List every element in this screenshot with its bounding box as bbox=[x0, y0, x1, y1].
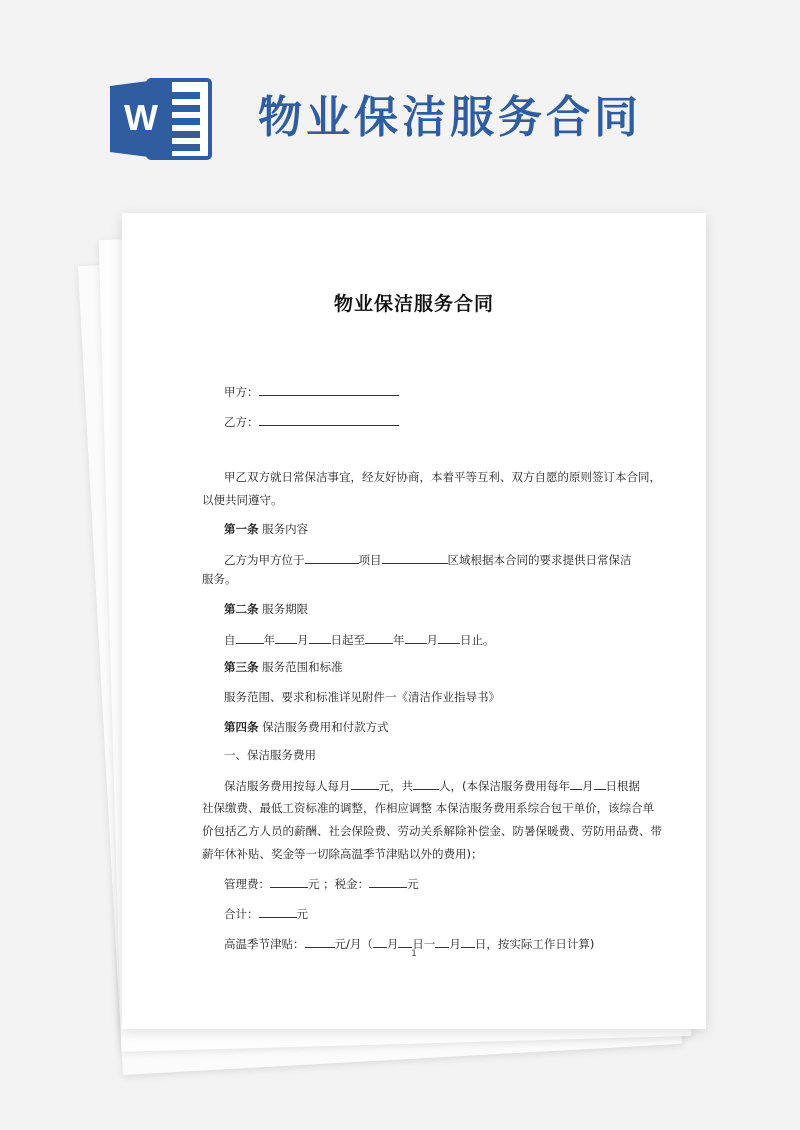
management-fee-label: 管理费： bbox=[224, 877, 270, 891]
article-3-body: 服务范围、要求和标准详见附件一《清洁作业指导书》 bbox=[224, 690, 500, 704]
project-blank[interactable] bbox=[382, 551, 448, 564]
article-3-number: 第三条 bbox=[224, 660, 259, 674]
article-2-heading bbox=[224, 601, 308, 617]
article-1-line-2: 服务。 bbox=[202, 572, 237, 586]
article-1-number: 第一条 bbox=[224, 522, 259, 536]
period-year-2: 年 bbox=[393, 633, 405, 647]
party-a-line bbox=[224, 383, 399, 400]
period-from: 自 bbox=[224, 633, 236, 647]
article-4-heading bbox=[224, 719, 389, 735]
period-month-2: 月 bbox=[426, 633, 438, 647]
adjust-day-blank[interactable] bbox=[594, 777, 606, 790]
fee-text-d: 月 bbox=[582, 779, 594, 793]
party-a-blank[interactable] bbox=[259, 383, 399, 396]
fee-text-c: 人，(本保洁服务费用每年 bbox=[439, 779, 570, 793]
heat-allowance-blank[interactable] bbox=[305, 935, 335, 948]
header-title: 物业保洁服务合同 bbox=[258, 92, 642, 143]
end-year-blank[interactable] bbox=[365, 631, 393, 644]
heat-month-1: 月 bbox=[386, 937, 399, 951]
party-b-blank[interactable] bbox=[259, 413, 399, 426]
intro-line-1: 甲乙双方就日常保洁事宜，经友好协商，本着平等互利、双方自愿的原则签订本合同， bbox=[224, 470, 661, 484]
management-fee-line bbox=[224, 875, 419, 892]
party-b-line bbox=[224, 413, 399, 430]
fee-line-2: 社保缴费、最低工资标准的调整，作相应调整 本保洁服务费用系综合包干单价，该综合单 bbox=[202, 801, 655, 815]
heat-end-month-blank[interactable] bbox=[435, 935, 449, 948]
start-day-blank[interactable] bbox=[309, 631, 331, 644]
end-month-blank[interactable] bbox=[405, 631, 427, 644]
fee-line-1 bbox=[224, 777, 640, 794]
management-fee-blank[interactable] bbox=[270, 875, 308, 888]
intro-line-2: 以便共同遵守。 bbox=[202, 493, 283, 507]
article-1-title: 服务内容 bbox=[258, 522, 309, 536]
header bbox=[0, 0, 800, 190]
total-line bbox=[224, 905, 308, 922]
heat-day-end: 日，按实际工作日计算) bbox=[474, 937, 595, 951]
tax-unit: 元 bbox=[407, 877, 419, 891]
fee-text-e: 日根据 bbox=[605, 779, 640, 793]
period-month-1: 月 bbox=[297, 633, 309, 647]
article-1-heading bbox=[224, 521, 308, 537]
heat-day-to: 日一 bbox=[412, 937, 436, 951]
headcount-blank[interactable] bbox=[413, 777, 439, 790]
heat-start-day-blank[interactable] bbox=[398, 935, 412, 948]
article-2-line bbox=[224, 631, 495, 648]
start-month-blank[interactable] bbox=[275, 631, 297, 644]
article-4-title: 保洁服务费用和付款方式 bbox=[258, 720, 389, 734]
article-2-title: 服务期限 bbox=[258, 602, 309, 616]
start-year-blank[interactable] bbox=[236, 631, 264, 644]
article-2-number: 第二条 bbox=[224, 602, 259, 616]
period-to: 日起至 bbox=[330, 633, 365, 647]
article-4-number: 第四条 bbox=[224, 720, 259, 734]
location-blank[interactable] bbox=[305, 551, 359, 564]
party-b-label: 乙方： bbox=[224, 415, 259, 429]
fee-text-a: 保洁服务费用按每人每月 bbox=[224, 779, 351, 793]
heat-allowance-label: 高温季节津贴： bbox=[224, 937, 305, 951]
subsection-1-heading: 一、保洁服务费用 bbox=[224, 748, 316, 762]
article-1-text-a: 乙方为甲方位于 bbox=[224, 553, 305, 567]
article-1-text-b: 项目 bbox=[358, 553, 382, 567]
tax-label: 元 ；税金： bbox=[308, 877, 370, 891]
document-title: 物业保洁服务合同 bbox=[333, 293, 494, 315]
word-icon-letter: W bbox=[124, 97, 158, 138]
article-1-line-1 bbox=[224, 551, 632, 568]
document-page bbox=[122, 213, 706, 1029]
word-icon bbox=[110, 78, 214, 160]
adjust-month-blank[interactable] bbox=[570, 777, 582, 790]
period-end: 日止。 bbox=[460, 633, 495, 647]
total-unit: 元 bbox=[296, 907, 308, 921]
fee-text-b: 元，共 bbox=[378, 779, 413, 793]
tax-blank[interactable] bbox=[369, 875, 407, 888]
party-a-label: 甲方： bbox=[224, 385, 259, 399]
period-year-1: 年 bbox=[263, 633, 275, 647]
end-day-blank[interactable] bbox=[438, 631, 460, 644]
heat-allowance-unit: 元/月（ bbox=[334, 937, 373, 951]
total-label: 合计： bbox=[224, 907, 259, 921]
article-1-text-c: 区域根据本合同的要求提供日常保洁 bbox=[447, 553, 632, 567]
article-3-title: 服务范围和标准 bbox=[258, 660, 343, 674]
total-blank[interactable] bbox=[259, 905, 297, 918]
heat-end-day-blank[interactable] bbox=[461, 935, 475, 948]
heat-start-month-blank[interactable] bbox=[373, 935, 387, 948]
article-3-heading bbox=[224, 659, 343, 675]
fee-per-person-blank[interactable] bbox=[351, 777, 379, 790]
heat-month-2: 月 bbox=[449, 937, 461, 951]
fee-line-3: 价包括乙方人员的薪酬、社会保险费、劳动关系解除补偿金、防暑保暖费、劳防用品费、带 bbox=[202, 824, 662, 838]
fee-line-4: 薪年休补贴、奖金等一切除高温季节津贴以外的费用)； bbox=[202, 847, 483, 861]
page-number: 1 bbox=[411, 949, 417, 959]
